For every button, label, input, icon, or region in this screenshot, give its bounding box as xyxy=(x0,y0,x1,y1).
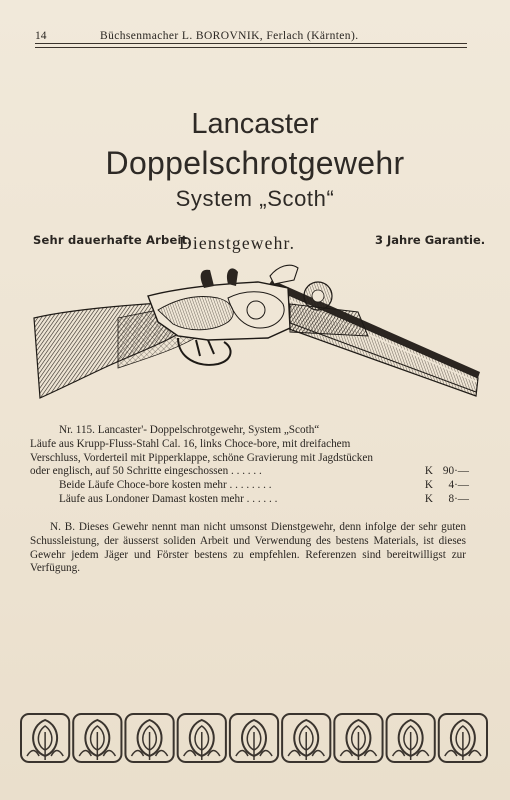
tagline-center: Dienstgewehr. xyxy=(179,233,296,253)
ornament-tile xyxy=(282,714,330,762)
title-line-2: Doppelschrotgewehr xyxy=(105,145,405,181)
description-line: Läufe aus Krupp-Fluss-Stahl Cal. 16, links Choce-bore, mit dreifachem xyxy=(30,437,351,450)
ornament-tile xyxy=(21,714,69,762)
description xyxy=(30,424,469,507)
title-line-3: System „Scoth“ xyxy=(175,186,335,211)
page-header xyxy=(35,27,467,47)
ornament-tile xyxy=(73,714,121,762)
title-line-1: Lancaster xyxy=(191,108,319,140)
description-line: Verschluss, Vorderteil mit Pipperklappe, schöne Gravierung mit Jagdstücken xyxy=(30,451,373,464)
price-line xyxy=(59,493,469,507)
note-paragraph: N. B. Dieses Gewehr nennt man nicht umsonst Dienstgewehr, denn infolge der sehr guten Schussleistung, der äusserst soliden Arbeit und Verwendung des bestens Materials, ist dieses Gewehr jedem Jäger und Förster bestens zu empfehlen. Referenzen sind bereitwilligst zur Verfügung. xyxy=(30,521,466,575)
header-rule xyxy=(35,43,467,44)
ornament-tile xyxy=(230,714,278,762)
price-amount: 8·— xyxy=(448,492,469,505)
running-head: Büchsenmacher L. BOROVNIK, Ferlach (Kärnten). xyxy=(100,30,359,42)
price-amount: 4·— xyxy=(448,479,469,492)
tagline-left: Sehr dauerhafte Arbeit. xyxy=(33,233,192,247)
price-amount: 90·— xyxy=(442,465,469,478)
ornament-tile xyxy=(125,714,173,762)
price-label: Beide Läufe Choce-bore kosten mehr . . . . . . . . xyxy=(59,479,272,492)
price-line xyxy=(30,465,469,479)
ornament-tile xyxy=(439,714,487,762)
price-currency: K xyxy=(424,492,433,505)
header-rule-thin xyxy=(35,47,467,48)
price-label: Läufe aus Londoner Damast kosten mehr . . . . . . xyxy=(59,492,278,505)
price-currency: K xyxy=(424,465,433,478)
price-currency: K xyxy=(424,479,433,492)
price-label: oder englisch, auf 50 Schritte eingeschossen . . . . . . xyxy=(30,465,262,478)
ornament-border xyxy=(19,712,489,764)
ornament-tile xyxy=(178,714,226,762)
description-line: Nr. 115. Lancaster'- Doppelschrotgewehr, System „Scoth“ xyxy=(59,424,320,436)
page-number: 14 xyxy=(35,30,47,42)
ornament-tile xyxy=(334,714,382,762)
price-line xyxy=(59,479,469,493)
tagline-right: 3 Jahre Garantie. xyxy=(375,233,486,247)
shotgun-illustration xyxy=(28,258,484,418)
ornament-tile xyxy=(387,714,435,762)
